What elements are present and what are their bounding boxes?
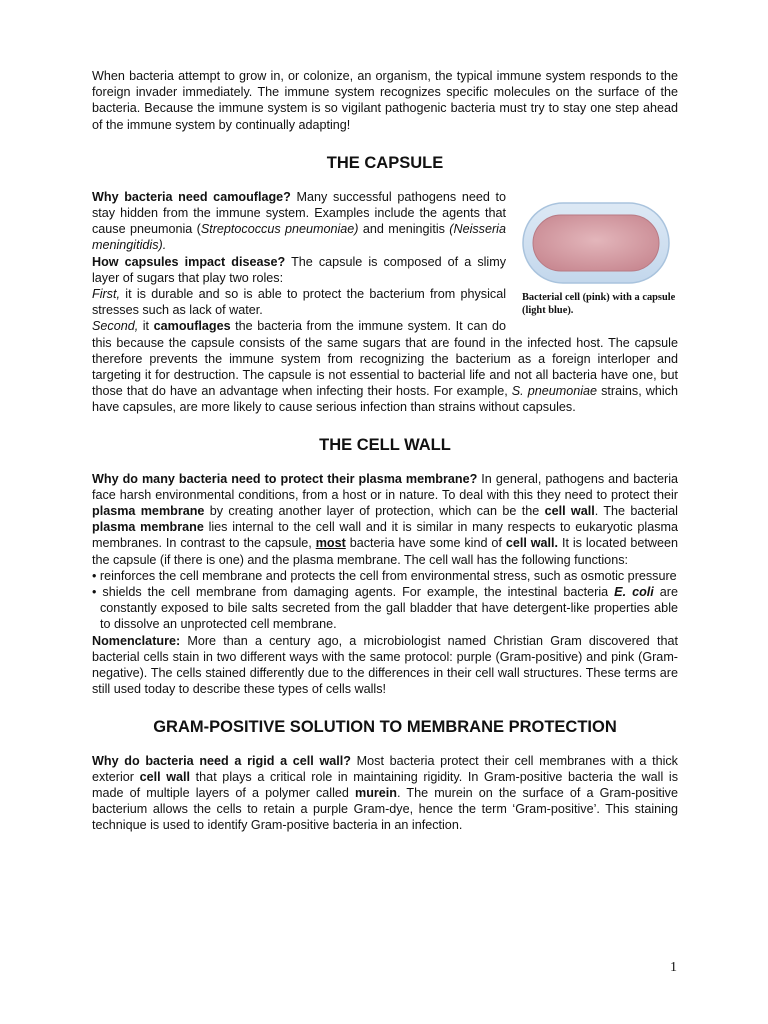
text-run: it	[138, 319, 154, 334]
bold-run: plasma membrane	[92, 504, 205, 519]
text-run: by creating another layer of protection, which can be the	[204, 504, 545, 519]
bullet-item: • shields the cell membrane from damaging agents. For example, the intestinal bacteria E. coli are constantly exposed to bile salts secreted from the gall bladder that have detergent-like properties able to dissolve an unprotected cell membrane.	[92, 585, 678, 632]
capsule-figure	[518, 201, 678, 333]
bold-run: cell wall.	[505, 536, 559, 551]
text-run: lies internal to the cell wall and it is similar in many respects to eukaryotic plasma membranes. In contrast to the capsule,	[92, 520, 678, 551]
italic-run: (Neisseria meningitidis).	[92, 222, 506, 253]
text-run: Most bacteria protect their cell membranes with a thick exterior	[92, 753, 678, 784]
bold-run: Why do bacteria need a rigid a cell wall?	[92, 753, 351, 768]
gram-positive-paragraph	[92, 753, 678, 834]
camouflage-question: Why bacteria need camouflage?	[92, 189, 291, 204]
text-run: The capsule is composed of a slimy layer of sugars that play two roles:	[92, 254, 507, 285]
gram-positive-heading: GRAM-POSITIVE SOLUTION TO MEMBRANE PROTECTION	[153, 717, 617, 736]
text-run: It is located between the capsule (if there is one) and the plasma membrane. The cell wall has the following functions:	[92, 536, 679, 567]
underlined-bold-run: most	[315, 536, 346, 551]
bold-run: Nomenclature:	[92, 633, 181, 648]
italic-run: Second,	[92, 319, 139, 334]
text-run: shields the cell membrane from damaging agents. For example, the intestinal bacteria	[102, 585, 615, 600]
bullet-item: • reinforces the cell membrane and protects the cell from environmental stress, such as osmotic pressure	[92, 568, 677, 583]
text-run: More than a century ago, a microbiologist named Christian Gram discovered that bacterial cells stain in two different ways with the same protocol: purple (Gram-positive) and pink (Gram-negative). The cells stained differently due to the differences in their cell wall structures. These terms are still used today to describe these types of cells walls!	[92, 633, 678, 697]
text-run: the bacteria from the immune system. It can do this because the capsule consists of the same sugars that are found in the infected host. The capsule therefore prevents the immune system from recognizing the bacterium as a foreign interloper and targeting it for destruction. The capsule is not essential to bacterial life and not all bacteria have one, but those that do have an advantage when infecting their hosts. For example,	[92, 319, 678, 399]
capsule-heading: THE CAPSULE	[326, 153, 444, 172]
bacterial-cell-illustration	[521, 201, 671, 285]
cell-wall-heading: THE CELL WALL	[319, 435, 451, 454]
capsule-impact-question: How capsules impact disease?	[92, 254, 286, 269]
bold-run: camouflages	[153, 319, 231, 334]
text-run: that plays a critical role in maintaining rigidity. In Gram-positive bacteria the wall is made of multiple layers of a polymer called	[92, 769, 678, 800]
text-run: bacteria have some kind of	[345, 536, 506, 551]
document-page	[92, 68, 678, 834]
cell-wall-paragraph	[92, 471, 678, 568]
text-run: . The murein on the surface of a Gram-positive bacterium allows the cells to retain a purple Gram-dye, hence the term ‘Gram-positive’. This staining technique is used to identify Gram-positive bacteria in an infection.	[92, 785, 678, 833]
bold-run: murein	[355, 785, 398, 800]
cell-shape	[533, 215, 659, 271]
bold-run: cell wall	[544, 504, 595, 519]
text-run: it is durable and so is able to protect the bacterium from physical stresses such as lack of water.	[92, 287, 506, 318]
bold-run: Why do many bacteria need to protect their plasma membrane?	[92, 471, 478, 486]
bold-italic-run: E. coli	[614, 585, 654, 600]
text-run: strains, which have capsules, are more likely to cause serious infection than strains without capsules.	[92, 384, 678, 415]
text-run: and meningitis	[358, 222, 450, 237]
text-run: are constantly exposed to bile salts secreted from the gall bladder that have detergent-like properties able to dissolve an unprotected cell membrane.	[100, 585, 678, 632]
bold-run: cell wall	[139, 769, 191, 784]
figure-caption: Bacterial cell (pink) with a capsule (light blue).	[522, 291, 676, 316]
italic-run: S. pneumoniae	[511, 384, 598, 399]
text-run: In general, pathogens and bacteria face harsh environmental conditions, from a host or in nature. To deal with this they need to protect their	[92, 471, 678, 502]
italic-run: First,	[92, 287, 120, 302]
bold-run: plasma membrane	[92, 520, 204, 535]
intro-paragraph: When bacteria attempt to grow in, or colonize, an organism, the typical immune system responds to the foreign invader immediately. The immune system recognizes specific molecules on the surface of the bacteria. Because the immune system is so vigilant pathogenic bacteria must try to stay one step ahead of the immune system by continually adapting!	[92, 69, 678, 132]
text-run: Many successful pathogens need to stay hidden from the immune system. Examples include the agents that cause pneumonia (	[92, 189, 506, 237]
nomenclature-paragraph	[92, 633, 678, 698]
italic-run: Streptococcus pneumoniae)	[200, 222, 359, 237]
text-run: reinforces the cell membrane and protects the cell from environmental stress, such as osmotic pressure	[99, 568, 677, 583]
page-number: 1	[670, 960, 677, 975]
text-run: . The bacterial	[594, 504, 678, 519]
